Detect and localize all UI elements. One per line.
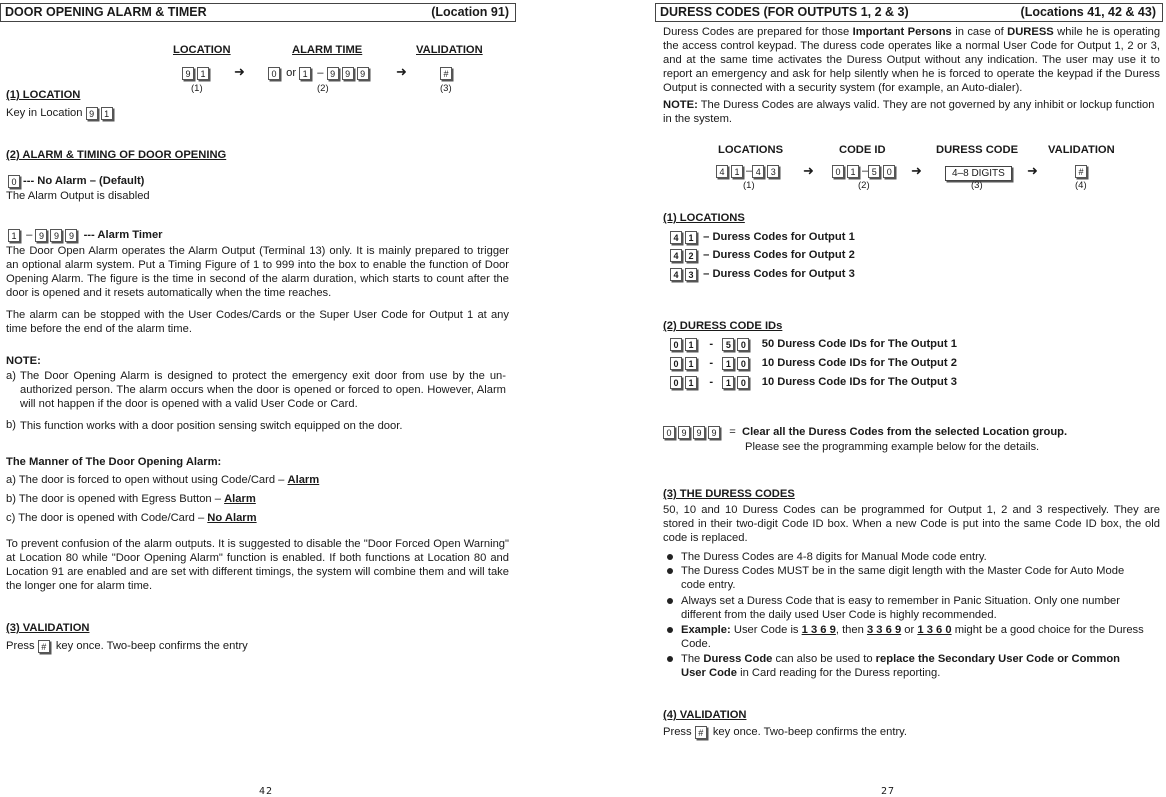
bullet-dot-icon	[667, 554, 673, 560]
clear-eq: =	[729, 426, 736, 438]
s3-text: 50, 10 and 10 Duress Codes can be programmed for Output 1, 2 and 3 respectively. They are stored in their two-digit Code ID box. When a new Code is put into the same Code ID box, the old code is replaced.	[663, 504, 1160, 544]
bullet-4-code2: 3 3 6 9	[866, 624, 902, 636]
s4-press: Press	[663, 726, 692, 738]
key-2: 2	[685, 249, 697, 262]
seq-location-keys	[182, 66, 212, 80]
bullet-4-code3: 1 3 6 0	[917, 624, 952, 636]
bullet-5-text	[681, 652, 1147, 680]
s2-timer: --- Alarm Timer	[83, 229, 163, 241]
col-validation: VALIDATION	[1048, 144, 1115, 156]
manner-a-row	[6, 473, 319, 487]
key-0: 0	[8, 175, 20, 188]
s2-timer-dash: –	[26, 229, 33, 241]
key-9: 9	[35, 229, 47, 242]
bullet-4-text	[681, 623, 1147, 651]
id-dash: -	[709, 376, 714, 388]
key-4: 4	[752, 165, 764, 178]
bullet-4-b: , then	[835, 624, 864, 636]
clear-sub: Please see the programming example below for the details.	[745, 441, 1040, 453]
s3-title: (3) VALIDATION	[6, 622, 90, 634]
s3-title: (3) THE DURESS CODES	[663, 488, 795, 500]
note-title: NOTE:	[6, 355, 41, 367]
key-0: 0	[670, 338, 682, 351]
s2-no-alarm-row	[8, 174, 144, 188]
arrow-icon: ➜	[911, 163, 922, 178]
bullet-4	[667, 623, 1147, 651]
key-5: 5	[868, 165, 880, 178]
right-header-location: (Locations 41, 42 & 43)	[1020, 5, 1156, 19]
note-a: The Door Opening Alarm is designed to protect the emergency exit door from use by the un-authorized person. The alarm occurs when the door is opened or forced to open. However, Alarm will not happen if the door is opened with a valid User Code or Card.	[20, 370, 506, 410]
seq-dash: –	[317, 67, 324, 79]
manner-c-result: No Alarm	[207, 512, 257, 524]
key-0: 0	[737, 357, 749, 370]
right-page	[655, 0, 1163, 796]
key-3: 3	[685, 268, 697, 281]
label-2: (2)	[858, 180, 870, 191]
id-item-2	[670, 356, 957, 370]
manner-b: b) The door is opened with Egress Button –	[6, 493, 221, 505]
id-item-3-text: 10 Duress Code IDs for The Output 3	[761, 376, 957, 388]
s3-text: key once. Two-beep confirms the entry	[55, 640, 248, 652]
manner-b-result: Alarm	[224, 493, 256, 505]
key-9: 9	[342, 67, 354, 80]
loc-item-1	[670, 230, 855, 244]
key-9: 9	[50, 229, 62, 242]
manner-a-result: Alarm	[287, 474, 320, 486]
loc-item-1-text: – Duress Codes for Output 1	[703, 231, 855, 243]
bullet-3	[667, 594, 1147, 622]
s2-title: (2) DURESS CODE IDs	[663, 320, 783, 332]
key-0: 0	[737, 376, 749, 389]
s1-title: (1) LOCATION	[6, 89, 81, 101]
left-header-location: (Location 91)	[431, 5, 509, 19]
bullet-1-text: The Duress Codes are 4-8 digits for Manual Mode code entry.	[681, 551, 987, 563]
key-1: 1	[722, 357, 734, 370]
key-0: 0	[832, 165, 844, 178]
key-1: 1	[685, 357, 697, 370]
key-1: 1	[685, 231, 697, 244]
col-alarm-time: ALARM TIME	[292, 44, 363, 56]
bullet-dot-icon	[667, 598, 673, 604]
note-paragraph	[663, 98, 1160, 126]
note-label: NOTE:	[663, 99, 698, 111]
note-b-marker: b)	[6, 419, 16, 431]
loc-item-3-text: – Duress Codes for Output 3	[703, 268, 855, 280]
key-4: 4	[670, 249, 682, 262]
key-9: 9	[357, 67, 369, 80]
s3-row	[6, 639, 248, 653]
manner-a: a) The door is forced to open without using Code/Card –	[6, 474, 285, 486]
label-4: (4)	[1075, 180, 1087, 191]
clear-row	[663, 425, 1067, 439]
id-dash: -	[709, 338, 714, 350]
bullet-dot-icon	[667, 627, 673, 633]
seq-dash: –	[862, 165, 869, 177]
key-0: 0	[883, 165, 895, 178]
s4-text: key once. Two-beep confirms the entry.	[712, 726, 908, 738]
intro-2: in case of	[955, 26, 1004, 38]
label-2: (2)	[317, 83, 329, 94]
id-item-2-text: 10 Duress Code IDs for The Output 2	[761, 357, 957, 369]
arrow-icon: ➜	[1027, 163, 1038, 178]
key-9: 9	[693, 426, 705, 439]
loc-item-3	[670, 267, 855, 281]
key-9: 9	[678, 426, 690, 439]
prevent-text: To prevent confusion of the alarm outputs. It is suggested to disable the "Door Forced Open Warning" at Location 80 while "Door Opening Alarm" function is enabled. If both functions at Location 80 and Location 91 are enabled and are set with different timings, the system will combine them and will take the longer one for alarm time.	[6, 538, 509, 592]
loc-item-2-text: – Duress Codes for Output 2	[703, 249, 855, 261]
manner-c-row	[6, 511, 257, 525]
right-header-title: DURESS CODES (FOR OUTPUTS 1, 2 & 3)	[660, 5, 909, 19]
key-0: 0	[670, 357, 682, 370]
col-code-id: CODE ID	[839, 144, 886, 156]
s2-disabled: The Alarm Output is disabled	[6, 190, 150, 202]
bullet-4-label: Example:	[681, 624, 731, 636]
key-3: 3	[767, 165, 779, 178]
note-a-marker: a)	[6, 370, 16, 382]
key-9: 9	[86, 107, 98, 120]
s1-row	[6, 106, 116, 120]
s2-timer-row	[8, 228, 163, 242]
intro-bold-2: DURESS	[1007, 26, 1054, 38]
bullet-5-bold2: replace the Secondary User Code or Common User Code	[681, 653, 1120, 679]
left-header-title: DOOR OPENING ALARM & TIMER	[5, 5, 207, 19]
intro-1: Duress Codes are prepared for those	[663, 26, 850, 38]
intro-3: while he is operating the access control keypad. The duress code operates like a normal User Code for Output 1, 2 or 3, and at the same time activates the Duress Output without any indication. The user may use it to report an emergency and ask for help silently when he is forced to operate the keypad if the Duress Output is connected with a security system (for example, an Auto-dialer).	[663, 26, 1161, 94]
bullet-5-a: The	[681, 653, 701, 665]
right-header	[655, 3, 1163, 22]
key-1: 1	[685, 338, 697, 351]
key-1: 1	[722, 376, 734, 389]
bullet-4-c: or	[904, 624, 915, 636]
duress-box: 4–8 DIGITS	[945, 166, 1012, 181]
label-3: (3)	[971, 180, 983, 191]
key-1: 1	[299, 67, 311, 80]
s3-press: Press	[6, 640, 35, 652]
key-1: 1	[197, 67, 209, 80]
key-4: 4	[670, 268, 682, 281]
seq-alarm-keys	[268, 66, 372, 80]
bullet-2	[667, 564, 1147, 592]
clear-text: Clear all the Duress Codes from the selected Location group.	[741, 426, 1068, 438]
manner-b-row	[6, 492, 256, 506]
col-locations: LOCATIONS	[718, 144, 784, 156]
key-4: 4	[716, 165, 728, 178]
arrow-icon: ➜	[803, 163, 814, 178]
key-4: 4	[670, 231, 682, 244]
s2-paragraph-2: The alarm can be stopped with the User Codes/Cards or the Super User Code for Output 1 at any time before the end of the alarm time.	[6, 309, 509, 335]
right-page-number: 27	[881, 786, 896, 797]
key-1: 1	[101, 107, 113, 120]
seq-or: or	[286, 67, 297, 79]
bullet-5-b: can also be used to	[775, 653, 873, 665]
note-text: The Duress Codes are always valid. They are not governed by any inhibit or lockup function in the system.	[663, 99, 1155, 125]
key-0: 0	[737, 338, 749, 351]
left-page-number: 42	[259, 786, 274, 797]
seq-dash: –	[746, 165, 753, 177]
bullet-dot-icon	[667, 568, 673, 574]
label-3: (3)	[440, 83, 452, 94]
s2-no-alarm: --- No Alarm – (Default)	[23, 175, 145, 187]
bullet-5-c: in Card reading for the Duress reporting.	[740, 667, 941, 679]
s2-title: (2) ALARM & TIMING OF DOOR OPENING	[6, 149, 227, 161]
s4-row	[663, 725, 907, 739]
key-9: 9	[182, 67, 194, 80]
key-hash: #	[38, 640, 50, 653]
s1-text: Key in Location	[6, 107, 83, 119]
key-0: 0	[663, 426, 675, 439]
key-0: 0	[268, 67, 280, 80]
id-item-1	[670, 337, 957, 351]
note-b: This function works with a door position sensing switch equipped on the door.	[20, 420, 403, 432]
bullet-3-text: Always set a Duress Code that is easy to remember in Panic Situation. Only one number different from the daily used User Code is highly recommended.	[681, 595, 1121, 621]
label-1: (1)	[191, 83, 203, 94]
bullet-4-d: might be a good choice for the Duress Code.	[681, 624, 1144, 650]
s4-title: (4) VALIDATION	[663, 709, 747, 721]
bullet-2-text: The Duress Codes MUST be in the same digit length with the Master Code for Auto Mode code entry.	[681, 565, 1125, 591]
key-hash: #	[440, 67, 452, 80]
key-hash: #	[695, 726, 707, 739]
manner-c: c) The door is opened with Code/Card –	[6, 512, 205, 524]
label-1: (1)	[743, 180, 755, 191]
seq-validation-key	[440, 66, 455, 80]
bullet-4-a: User Code is	[733, 624, 799, 636]
key-1: 1	[8, 229, 20, 242]
loc-item-2	[670, 248, 855, 262]
col-duress-code: DURESS CODE	[936, 144, 1019, 156]
key-9: 9	[65, 229, 77, 242]
bullet-dot-icon	[667, 656, 673, 662]
key-9: 9	[327, 67, 339, 80]
id-item-1-text: 50 Duress Code IDs for The Output 1	[761, 338, 957, 350]
id-item-3	[670, 375, 957, 389]
key-1: 1	[731, 165, 743, 178]
bullet-4-code1: 1 3 6 9	[801, 624, 836, 636]
arrow-icon: ➜	[396, 64, 407, 79]
key-hash: #	[1075, 165, 1087, 178]
col-validation: VALIDATION	[416, 44, 483, 56]
key-0: 0	[670, 376, 682, 389]
key-1: 1	[685, 376, 697, 389]
bullet-5	[667, 652, 1147, 680]
duress-code-box	[945, 163, 1012, 181]
left-header	[0, 3, 516, 22]
id-dash: -	[709, 357, 714, 369]
s2-paragraph-1: The Door Open Alarm operates the Alarm Output (Terminal 13) only. It is mainly prepared to trigger an optional alarm system. Put a Timing Figure of 1 to 999 into the box to enable the function of Door Opening Alarm. The figure is the time in second of the alarm duration, which starts to count after the door is opened and it resets automatically when the time reaches.	[6, 245, 509, 299]
seq-validation-key	[1075, 164, 1090, 178]
bullet-5-bold1: Duress Code	[703, 653, 773, 665]
intro-bold-1: Important Persons	[852, 26, 952, 38]
key-5: 5	[722, 338, 734, 351]
bullet-1	[667, 550, 1147, 564]
seq-locations-keys	[716, 164, 782, 178]
col-location: LOCATION	[173, 44, 231, 56]
seq-code-id-keys	[832, 164, 898, 178]
s1-title: (1) LOCATIONS	[663, 212, 745, 224]
arrow-icon: ➜	[234, 64, 245, 79]
key-1: 1	[847, 165, 859, 178]
key-9: 9	[708, 426, 720, 439]
intro-paragraph	[663, 25, 1160, 95]
left-page	[0, 0, 516, 796]
manner-title: The Manner of The Door Opening Alarm:	[6, 456, 222, 468]
